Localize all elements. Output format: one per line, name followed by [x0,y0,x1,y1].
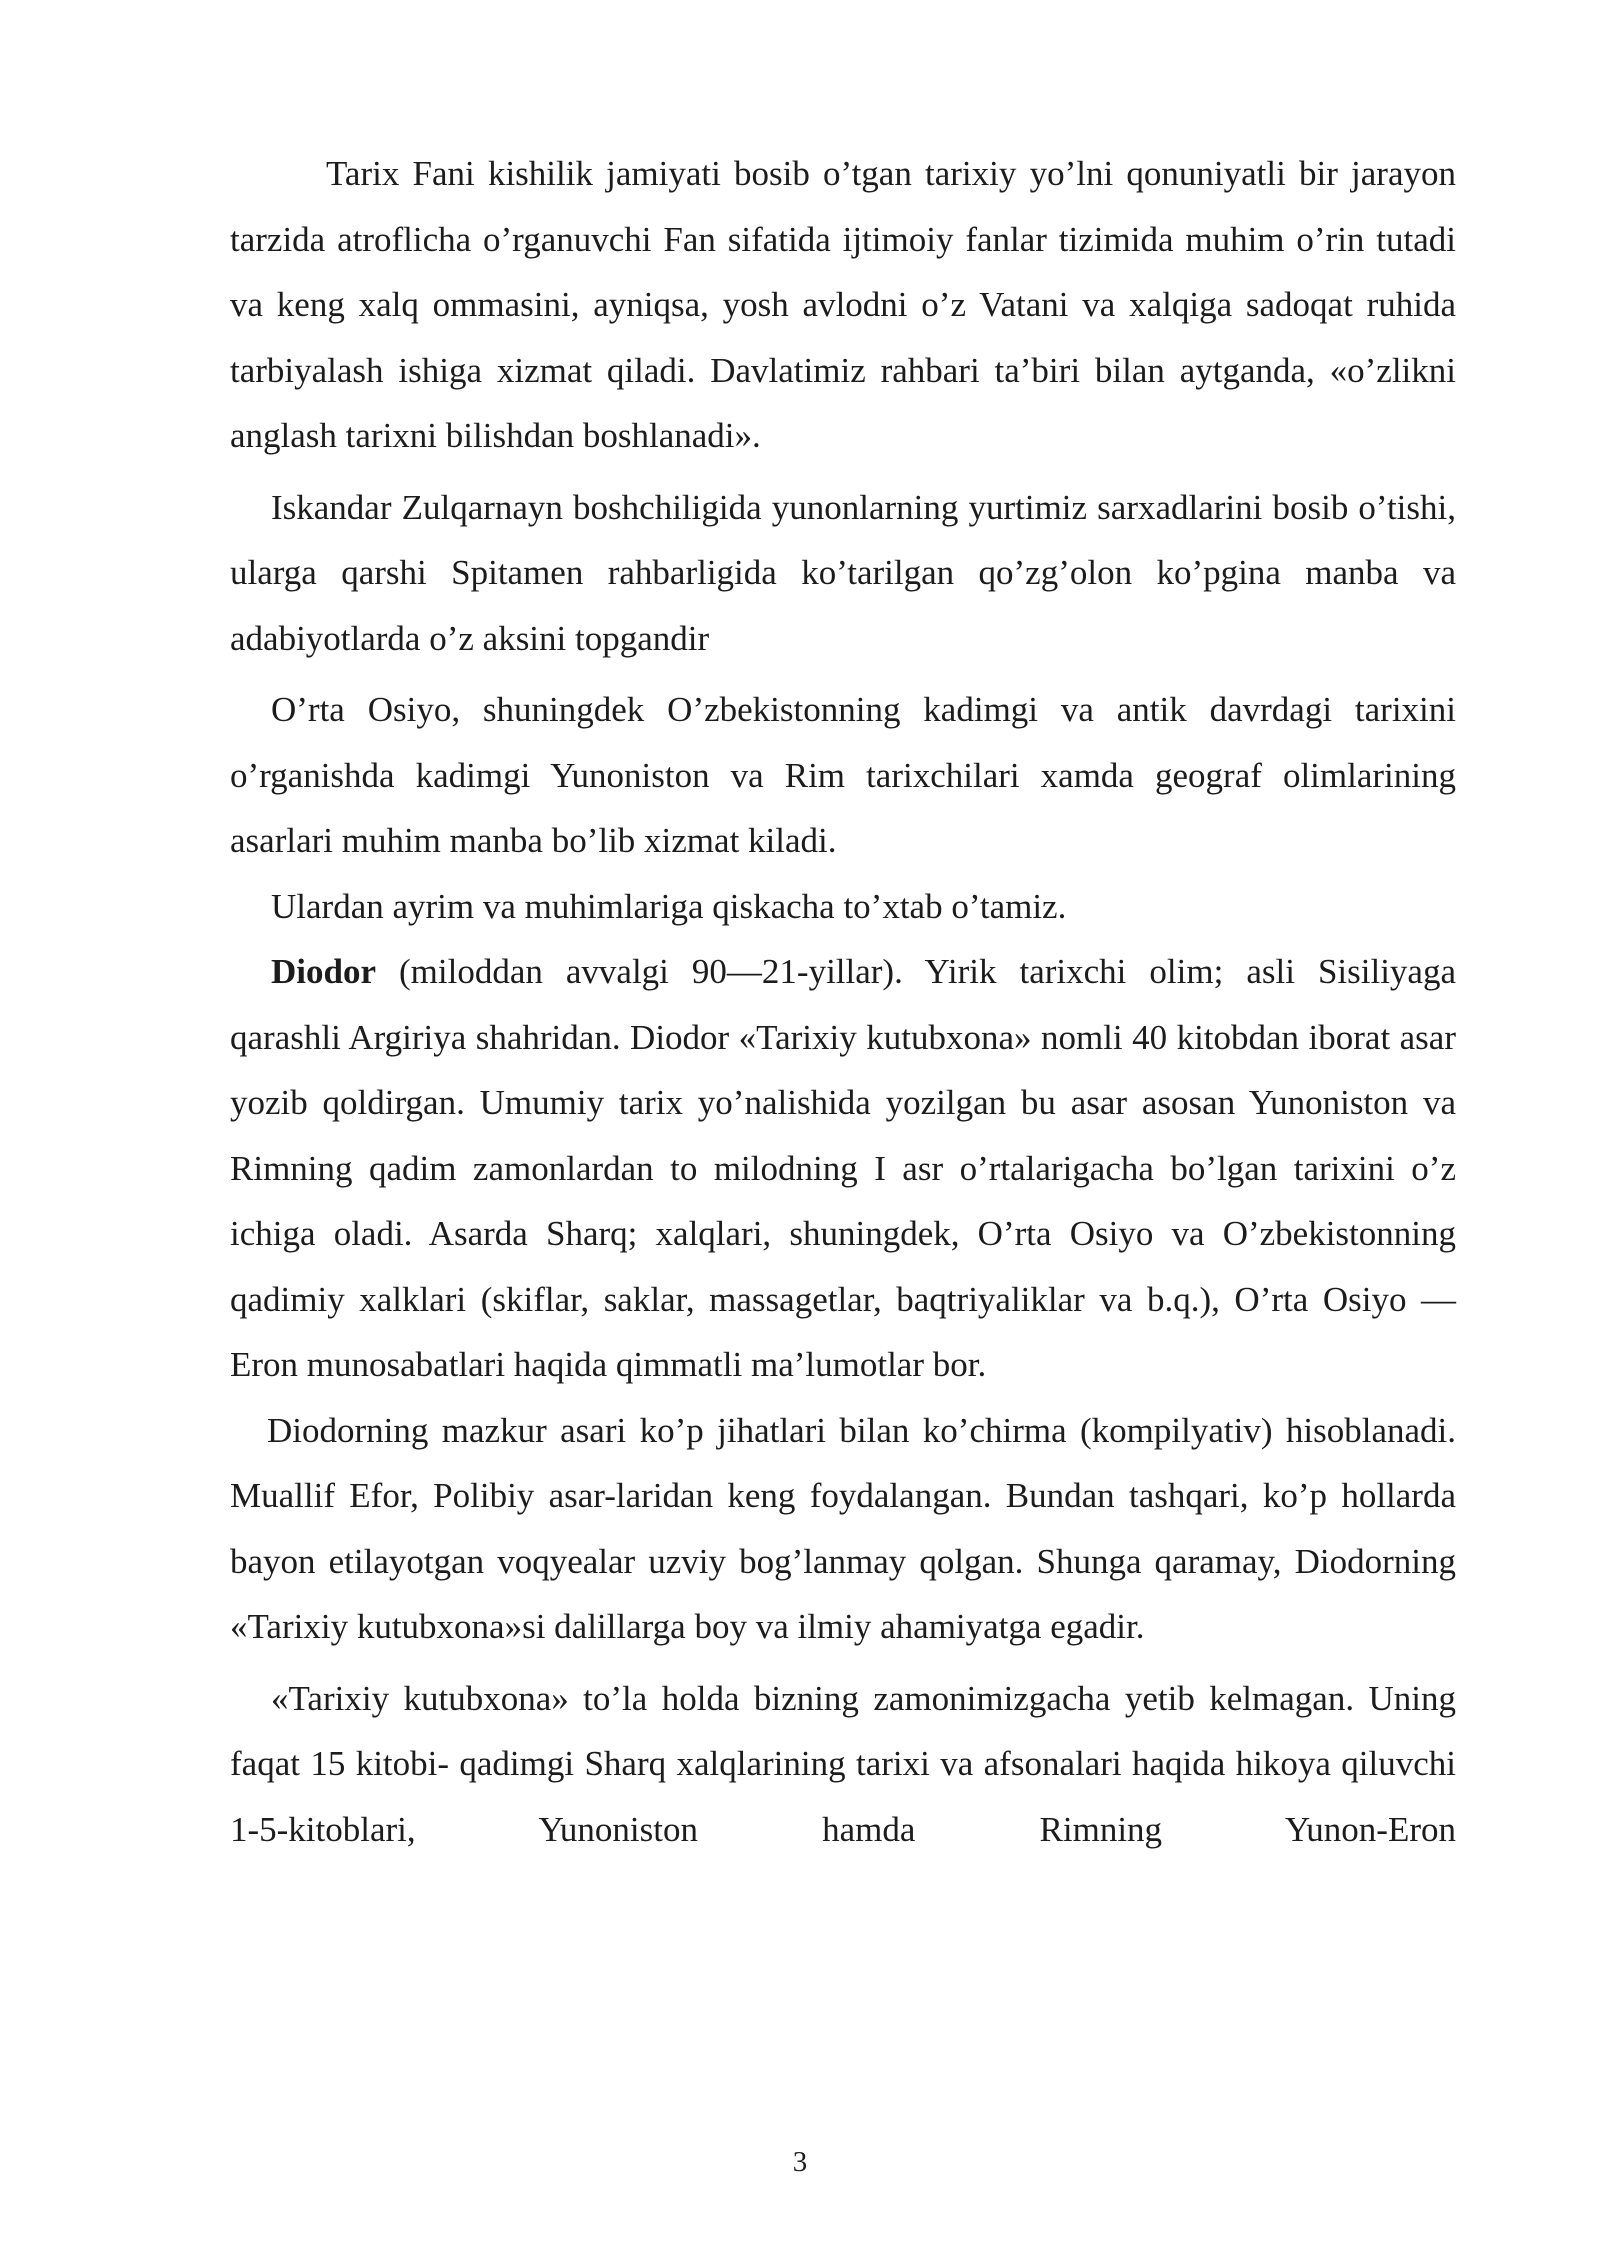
document-body [230,141,1456,1862]
diodor-description: (miloddan avvalgi 90—21-yillar). Yirik tarixchi olim; asli Sisiliyaga qarashli Argiriya shahridan. Diodor «Tarixiy kutubxona» nomli 40 kitobdan iborat asar yozib qoldirgan. Umumiy tarix yo’nalishida yozilgan bu asar asosan Yunoniston va Rimning qadim zamonlardan to milodning I asr o’rtalarigacha bo’lgan tarixini o’z ichiga oladi. Asarda Sharq; xalqlari, shuningdek, O’rta Osiyo va O’zbekistonning qadimiy xalklari (skiflar, saklar, massagetlar, baqtriyaliklar va b.q.), O’rta Osiyo — Eron munosabatlari haqida qimmatli ma’lumotlar bor. [230,952,1456,1384]
paragraph-diodor-work: Diodorning mazkur asari ko’p jihatlari bilan ko’chirma (kompilyativ) hisoblanadi. Muallif Efor, Polibiy asar-laridan keng foydalangan. Bundan tashqari, ko’p hollarda bayon etilayotgan voqyealar uzviy bog’lanmay qolgan. Shunga qaramay, Diodorning «Tarixiy kutubxona»si dalillarga boy va ilmiy ahamiyatga egadir. [230,1410,1456,1646]
paragraph-diodor [230,939,1456,1398]
paragraph-overview: Ulardan ayrim va muhimlariga qiskacha to’xtab o’tamiz. [271,886,1067,926]
paragraph-library: «Tarixiy kutubxona» to’la holda bizning zamonimizgacha yetib kelmagan. Uning faqat 15 kitobi- qadimgi Sharq xalqlarining tarixi va afsonalari haqida hikoya qiluvchi 1-5-kitoblari, Yunoniston hamda Rimning Yunon-Eron [230,1678,1456,1849]
paragraph-iskandar: Iskandar Zulqarnayn boshchiligida yunonlarning yurtimiz sarxadlarini bosib o’tishi, ularga qarshi Spitamen rahbarligida ko’tarilgan qo’zg’olon ko’pgina manba va adabiyotlarda o’z aksini topgandir [230,487,1456,658]
page-number: 3 [792,2146,808,2178]
paragraph-intro: Tarix Fani kishilik jamiyati bosib o’tgan tarixiy yo’lni qonuniyatli bir jarayon tarzida atroflicha o’rganuvchi Fan sifatida ijtimoiy fanlar tizimida muhim o’rin tutadi va keng xalq ommasini, ayniqsa, yosh avlodni o’z Vatani va xalqiga sadoqat ruhida tarbiyalash ishiga xizmat qiladi. Davlatimiz rahbari ta’biri bilan aytganda, «o’zlikni anglash tarixni bilishdan boshlanadi». [230,154,1456,455]
paragraph-sources: O’rta Osiyo, shuningdek O’zbekistonning kadimgi va antik davrdagi tarixini o’rganishda kadimgi Yunoniston va Rim tarixchilari xamda geograf olimlarining asarlari muhim manba bo’lib xizmat kiladi. [230,690,1456,860]
diodor-term: Diodor [271,952,376,991]
